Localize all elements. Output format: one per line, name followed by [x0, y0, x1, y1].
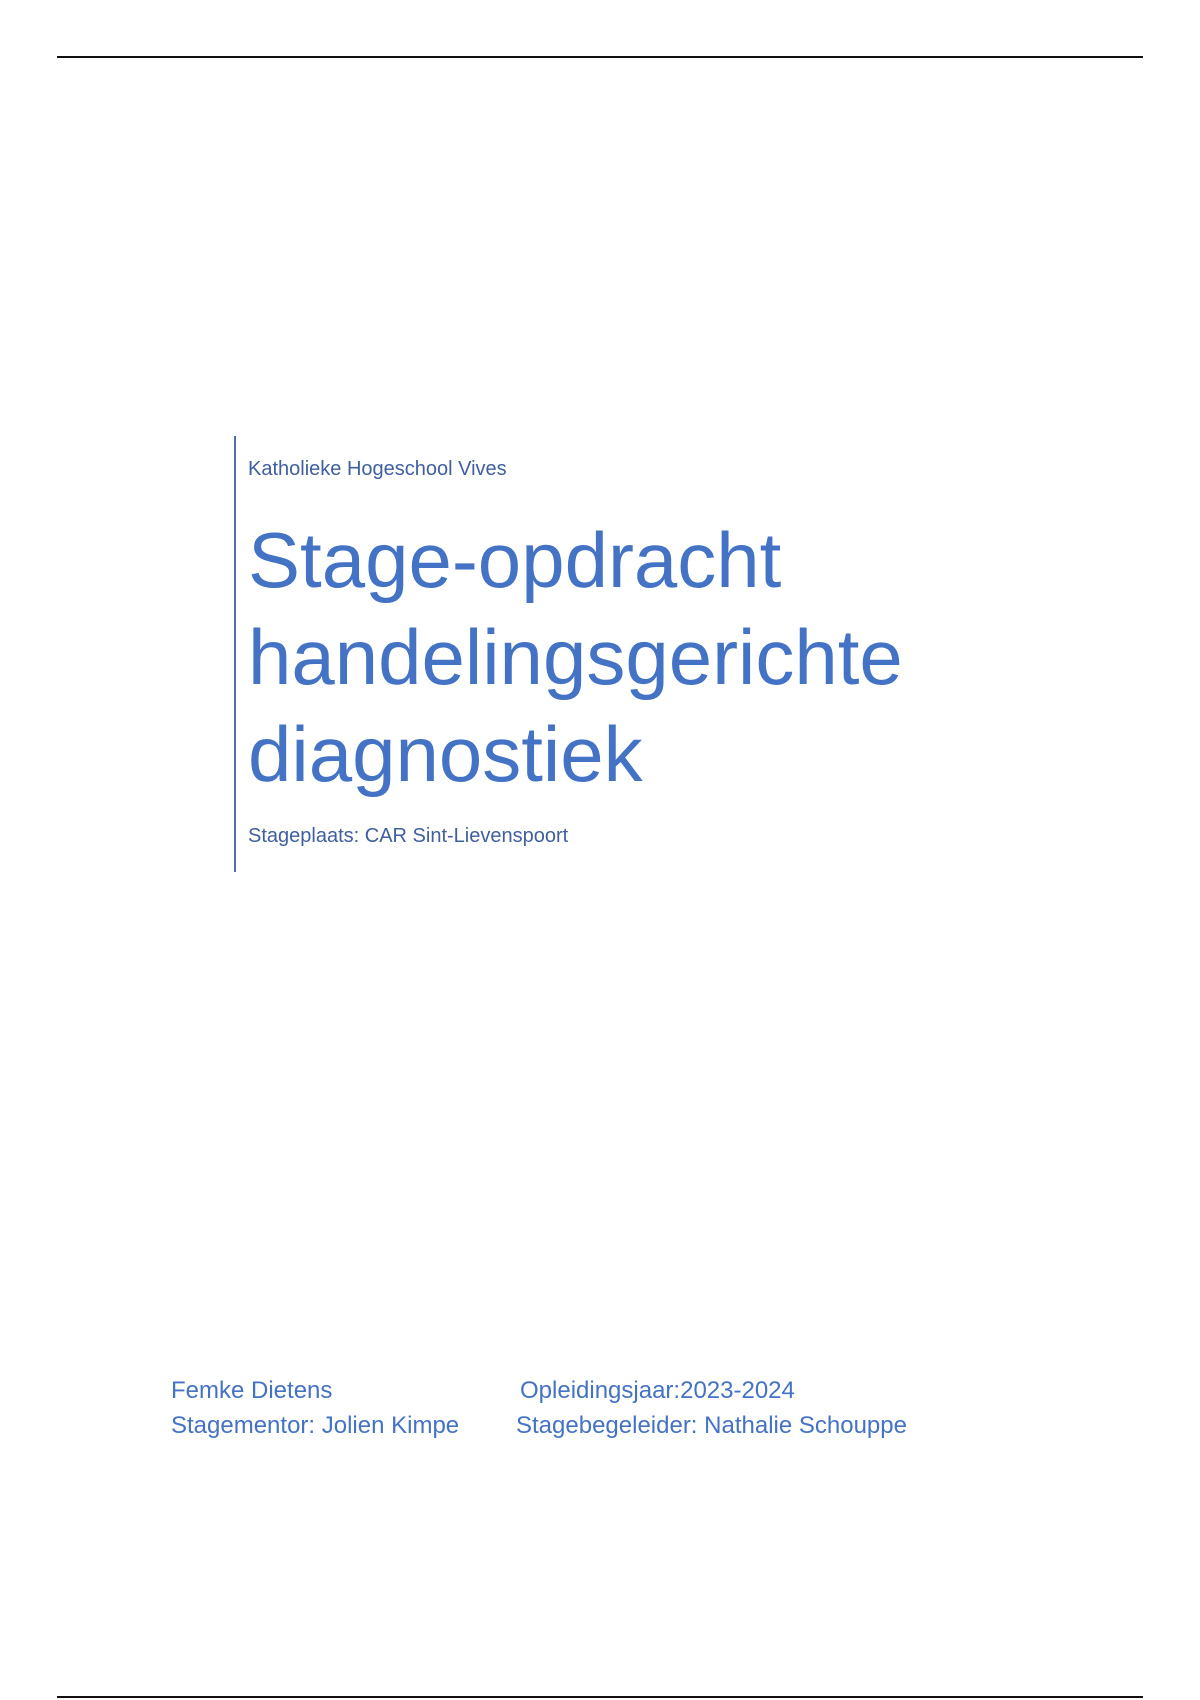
- document-title: [248, 512, 903, 803]
- internship-mentor: Stagementor: Jolien Kimpe: [171, 1412, 460, 1439]
- internship-supervisor: Stagebegeleider: Nathalie Schouppe: [516, 1412, 907, 1439]
- title-line: diagnostiek: [248, 710, 643, 798]
- academic-year: Opleidingsjaar:2023-2024: [520, 1377, 795, 1404]
- title-line: Stage-opdracht: [248, 516, 782, 604]
- internship-placement: Stageplaats: CAR Sint-Lievenspoort: [248, 825, 569, 847]
- bottom-rule: [57, 1696, 1143, 1698]
- student-name: Femke Dietens: [171, 1377, 333, 1404]
- institution-name: Katholieke Hogeschool Vives: [248, 458, 507, 480]
- cover-title-block: [234, 436, 1036, 872]
- title-line: handelingsgerichte: [248, 613, 903, 701]
- top-rule: [57, 56, 1143, 58]
